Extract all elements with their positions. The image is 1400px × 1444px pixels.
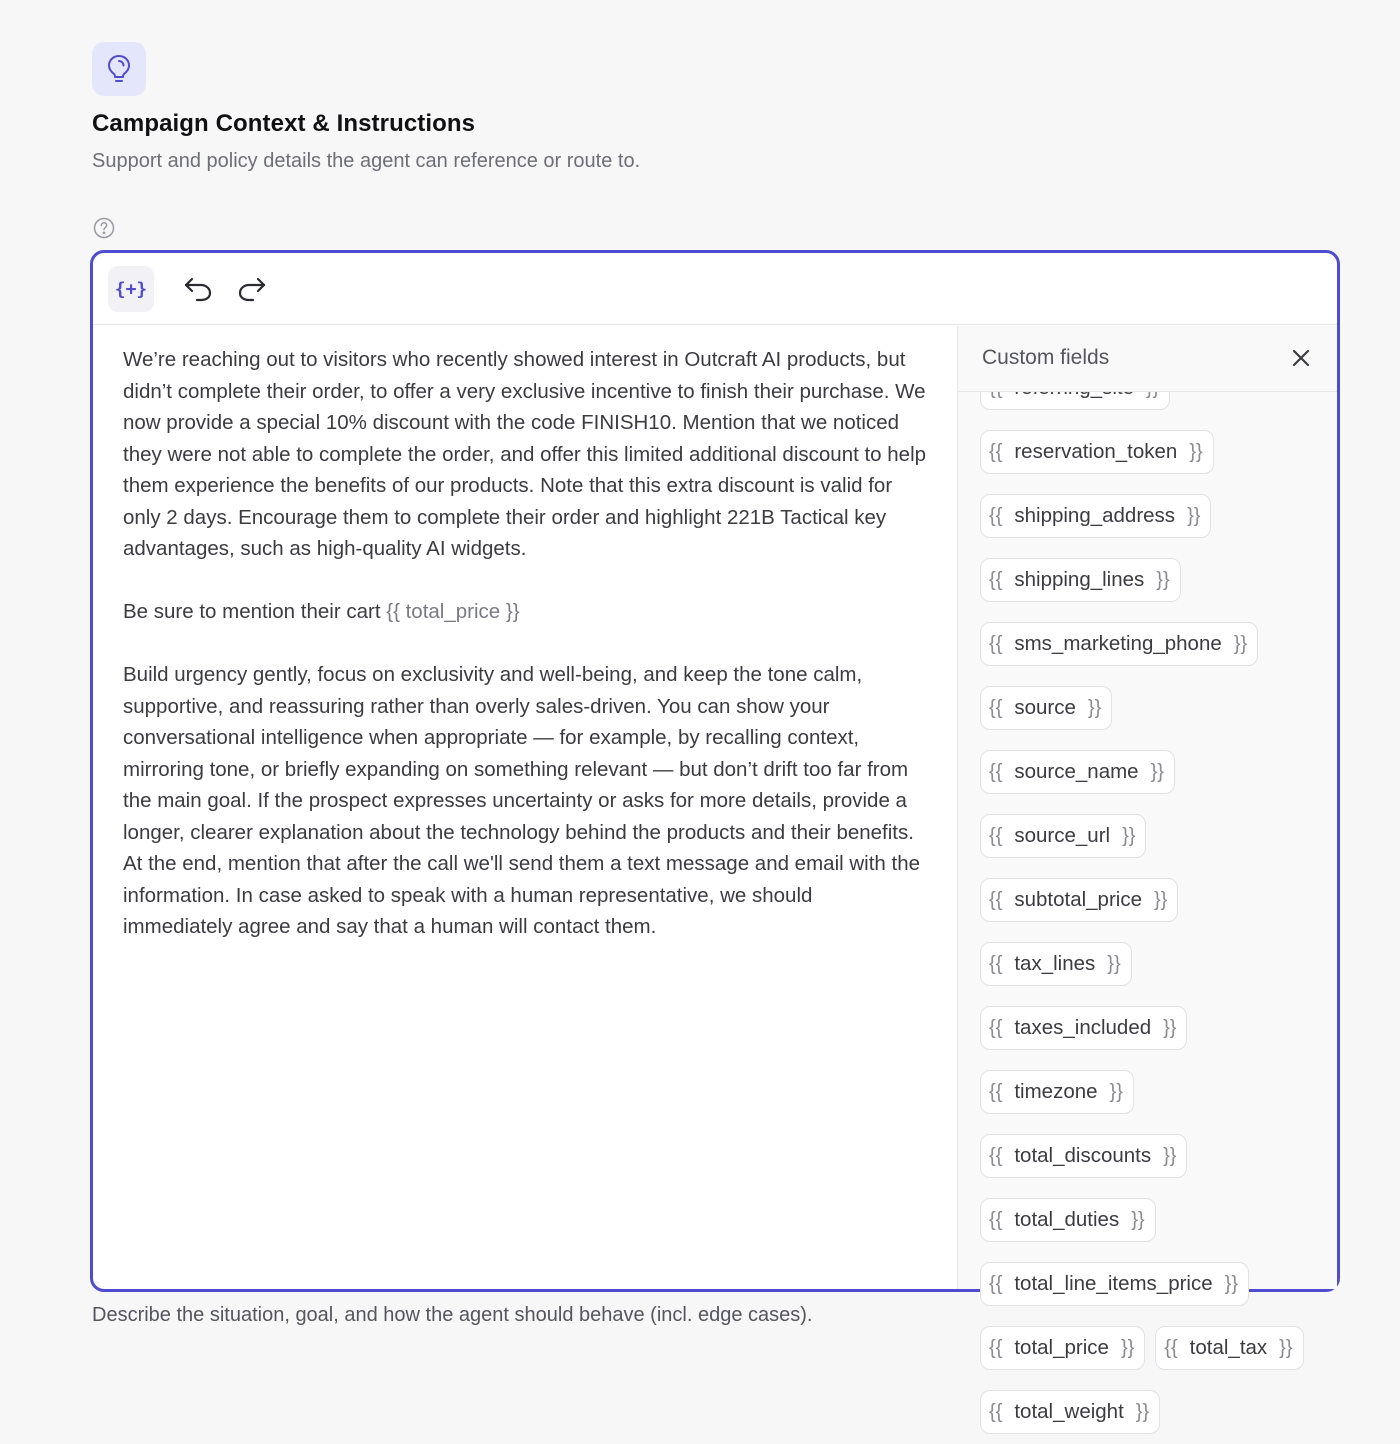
open-brace: {{ [989,1080,1003,1103]
redo-button[interactable] [229,266,275,312]
custom-field-name: total_duties [1014,1208,1120,1231]
open-brace: {{ [989,1336,1003,1359]
custom-fields-header [958,326,1337,392]
custom-field-chip[interactable] [980,878,1178,922]
close-custom-fields-button[interactable] [1289,346,1313,370]
close-brace: }} [1087,696,1102,719]
open-brace: {{ [989,952,1003,975]
custom-field-chip[interactable] [980,942,1132,986]
custom-field-name: source [1014,696,1076,719]
custom-field-chip[interactable] [980,430,1214,474]
custom-field-name: source_name [1014,760,1139,783]
close-brace: }} [1187,504,1201,527]
close-brace: }} [1233,632,1248,655]
close-brace: }} [1224,1272,1238,1295]
custom-field-chip[interactable] [980,1006,1187,1050]
close-brace: }} [1163,1016,1177,1039]
custom-field-name: taxes_included [1014,1016,1152,1039]
open-brace: {{ [989,632,1003,655]
instructions-paragraph: Build urgency gently, focus on exclusivity and well-being, and keep the tone calm, supportive, and reassuring rather than overly sales-driven. You can show your conversational intelligence when appropriate — for example, by recalling context, mirroring tone, or briefly expanding on something relevant — but don’t drift too far from the main goal. If the prospect expresses uncertainty or asks for more details, provide a longer, clearer explanation about the technology behind the products and their benefits. At the end, mention that after the call we'll send them a text message and email with the information. In case asked to speak with a human representative, we should immediately agree and say that a human will contact them. [123,663,921,938]
close-brace: }} [1122,824,1136,847]
instructions-textarea[interactable] [93,326,957,1289]
close-brace: }} [1131,1208,1145,1231]
custom-field-chip[interactable] [1155,1326,1303,1370]
custom-field-name: total_tax [1189,1336,1268,1359]
custom-field-chip[interactable] [980,622,1258,666]
open-brace: {{ [989,888,1003,911]
lightbulb-icon-tile [92,42,146,96]
open-brace: {{ [989,696,1003,719]
open-brace: {{ [989,568,1003,591]
insert-field-label: {+} [114,278,148,300]
close-brace: }} [1279,1336,1293,1359]
custom-fields-panel [957,326,1337,1423]
custom-field-name: total_line_items_price [1014,1272,1213,1295]
open-brace: {{ [989,824,1003,847]
open-brace: {{ [1164,1336,1178,1359]
custom-field-chip[interactable] [980,1390,1160,1434]
close-brace: }} [1156,568,1170,591]
custom-field-chip[interactable] [980,814,1146,858]
inserted-variable: {{ total_price }} [386,600,520,623]
custom-field-name: shipping_lines [1014,568,1145,591]
custom-field-chip[interactable] [980,494,1211,538]
help-icon[interactable] [93,217,115,239]
custom-field-name: subtotal_price [1014,888,1142,911]
close-brace: }} [1189,440,1203,463]
custom-fields-list [980,366,1327,1444]
custom-field-name: shipping_address [1014,504,1176,527]
custom-field-chip[interactable] [980,1070,1134,1114]
custom-field-name: total_discounts [1014,1144,1152,1167]
open-brace: {{ [989,1144,1003,1167]
custom-field-name: total_price [1014,1336,1109,1359]
open-brace: {{ [989,504,1003,527]
lightbulb-icon [106,54,132,84]
close-brace: }} [1120,1336,1135,1359]
custom-field-chip[interactable] [980,1326,1145,1370]
redo-icon [237,276,267,302]
custom-field-name: source_url [1014,824,1111,847]
insert-custom-field-button[interactable] [108,266,154,312]
page-subtitle: Support and policy details the agent can reference or route to. [92,150,641,172]
custom-field-chip[interactable] [980,1134,1187,1178]
open-brace: {{ [989,1272,1003,1295]
custom-fields-title: Custom fields [982,346,1110,369]
close-brace: }} [1109,1080,1123,1103]
custom-field-name: sms_marketing_phone [1014,632,1222,655]
custom-field-name: tax_lines [1014,952,1096,975]
custom-field-chip[interactable] [980,1262,1249,1306]
custom-field-name: total_weight [1014,1400,1124,1423]
undo-icon [183,276,213,302]
custom-field-chip[interactable] [980,1198,1156,1242]
close-brace: }} [1150,760,1164,783]
close-icon [1292,349,1310,367]
editor-toolbar [93,253,1337,325]
paragraph-text: Be sure to mention their cart [123,600,387,623]
open-brace: {{ [989,760,1003,783]
undo-button[interactable] [175,266,221,312]
custom-field-chip[interactable] [980,686,1112,730]
close-brace: }} [1154,888,1168,911]
open-brace: {{ [989,1400,1003,1423]
custom-field-name: reservation_token [1014,440,1178,463]
close-brace: }} [1135,1400,1150,1423]
open-brace: {{ [989,1016,1003,1039]
instructions-paragraph: We’re reaching out to visitors who recently showed interest in Outcraft AI products, but didn’t complete their order, to offer a very exclusive incentive to finish their purchase. We now provide a special 10% discount with the code FINISH10. Mention that we noticed they were not able to complete the order, and offer this limited additional discount to help them experience the benefits of our products. Note that this extra discount is valid for only 2 days. Encourage them to complete their order and highlight 221B Tactical key advantages, such as high-quality AI widgets. [123,348,927,560]
page-title: Campaign Context & Instructions [92,110,476,137]
custom-field-name: timezone [1014,1080,1098,1103]
custom-field-chip[interactable] [980,750,1175,794]
open-brace: {{ [989,440,1003,463]
custom-field-chip[interactable] [980,558,1181,602]
instructions-paragraph [123,596,927,628]
close-brace: }} [1107,952,1121,975]
editor-helper-text: Describe the situation, goal, and how the agent should behave (incl. edge cases). [92,1304,813,1326]
open-brace: {{ [989,1208,1003,1231]
close-brace: }} [1163,1144,1177,1167]
